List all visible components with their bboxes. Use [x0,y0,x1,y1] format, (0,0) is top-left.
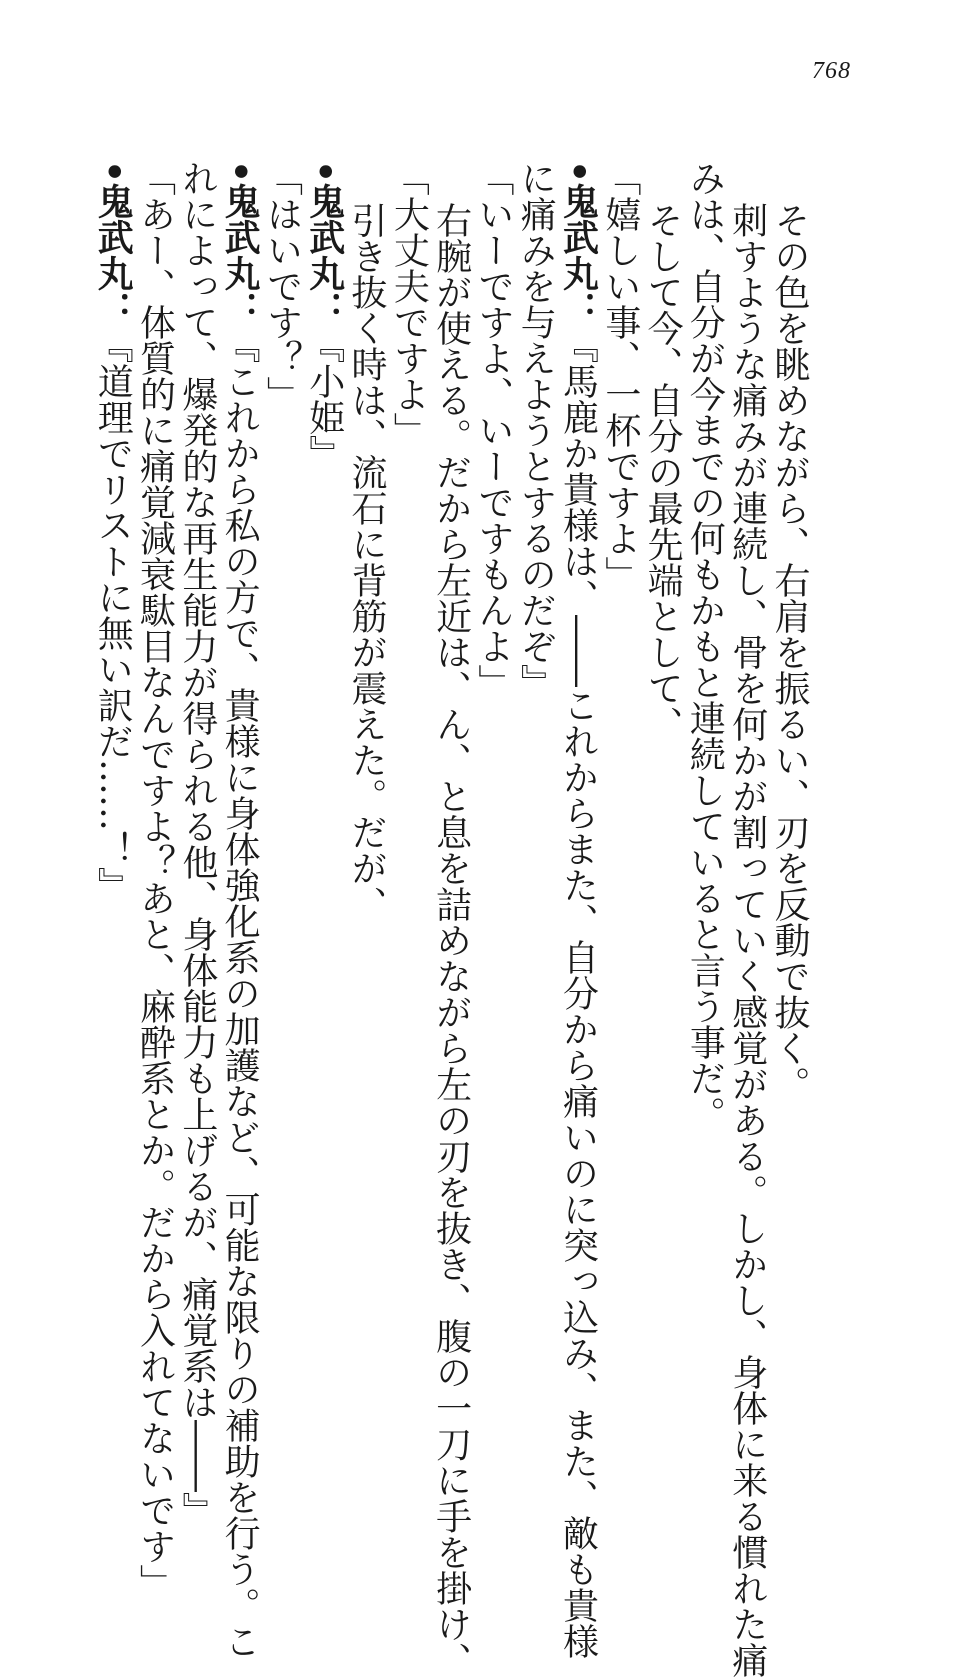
speaker-name: •鬼武丸： [219,160,261,328]
dialogue-line: 「大丈夫ですよ」 [388,160,430,448]
page-number: 768 [812,58,851,84]
novel-text [91,160,810,1678]
speaker-line [91,160,133,1310]
dialogue-line: 「いーですよ、いーですもんよ」 [472,160,514,700]
speaker-dialogue: 『道理でリストに無い訳だ……！』 [92,327,134,904]
speaker-line [556,160,599,1660]
speaker-name: •鬼武丸： [303,160,345,328]
narration-line: 右腕が使える。だから左近は、ん、と息を詰めながら左の刃を抜き、腹の一刀に手を掛け、 [430,202,472,1678]
narration-line: に痛みを与えようとするのだぞ』 [515,160,557,700]
speaker-dialogue: 『小姫』 [303,327,345,472]
dialogue-line: 「あー、体質的に痛覚減衰駄目なんですよ？あと、麻酔系とか。だから入れてないです」 [134,160,176,1600]
speaker-dialogue: 『これから私の方で、貴様に身体強化系の加護など、可能な限りの補助を行う。こ [219,327,261,1660]
dialogue-line: 「嬉しい事、一杯ですよ」 [599,160,641,592]
speaker-line [218,160,261,1660]
narration-line: そして今、自分の最先端として、 [642,202,684,742]
narration-line: その色を眺めながら、右肩を振るい、刃を反動で抜く。 [769,202,810,1102]
narration-line: れによって、爆発的な再生能力が得られる他、身体能力も上げるが、痛覚系は――』 [176,160,218,1528]
dialogue-line: 「はいです？」 [261,160,303,412]
speaker-line [302,160,344,1310]
narration-line: 引き抜く時は、流石に背筋が震えた。だが、 [346,202,388,922]
speaker-name: •鬼武丸： [557,160,599,328]
speaker-dialogue: 『馬鹿か貴様は、――これからまた、自分から痛いのに突っ込み、また、敵も貴様 [557,327,599,1660]
speaker-name: •鬼武丸： [92,160,134,328]
narration-line: みは、自分が今までの何もかもと連続していると言う事だ。 [684,160,726,1132]
narration-line: 刺すような痛みが連続し、骨を何かが割っていく感覚がある。しかし、身体に来る慣れた痛 [726,202,768,1678]
